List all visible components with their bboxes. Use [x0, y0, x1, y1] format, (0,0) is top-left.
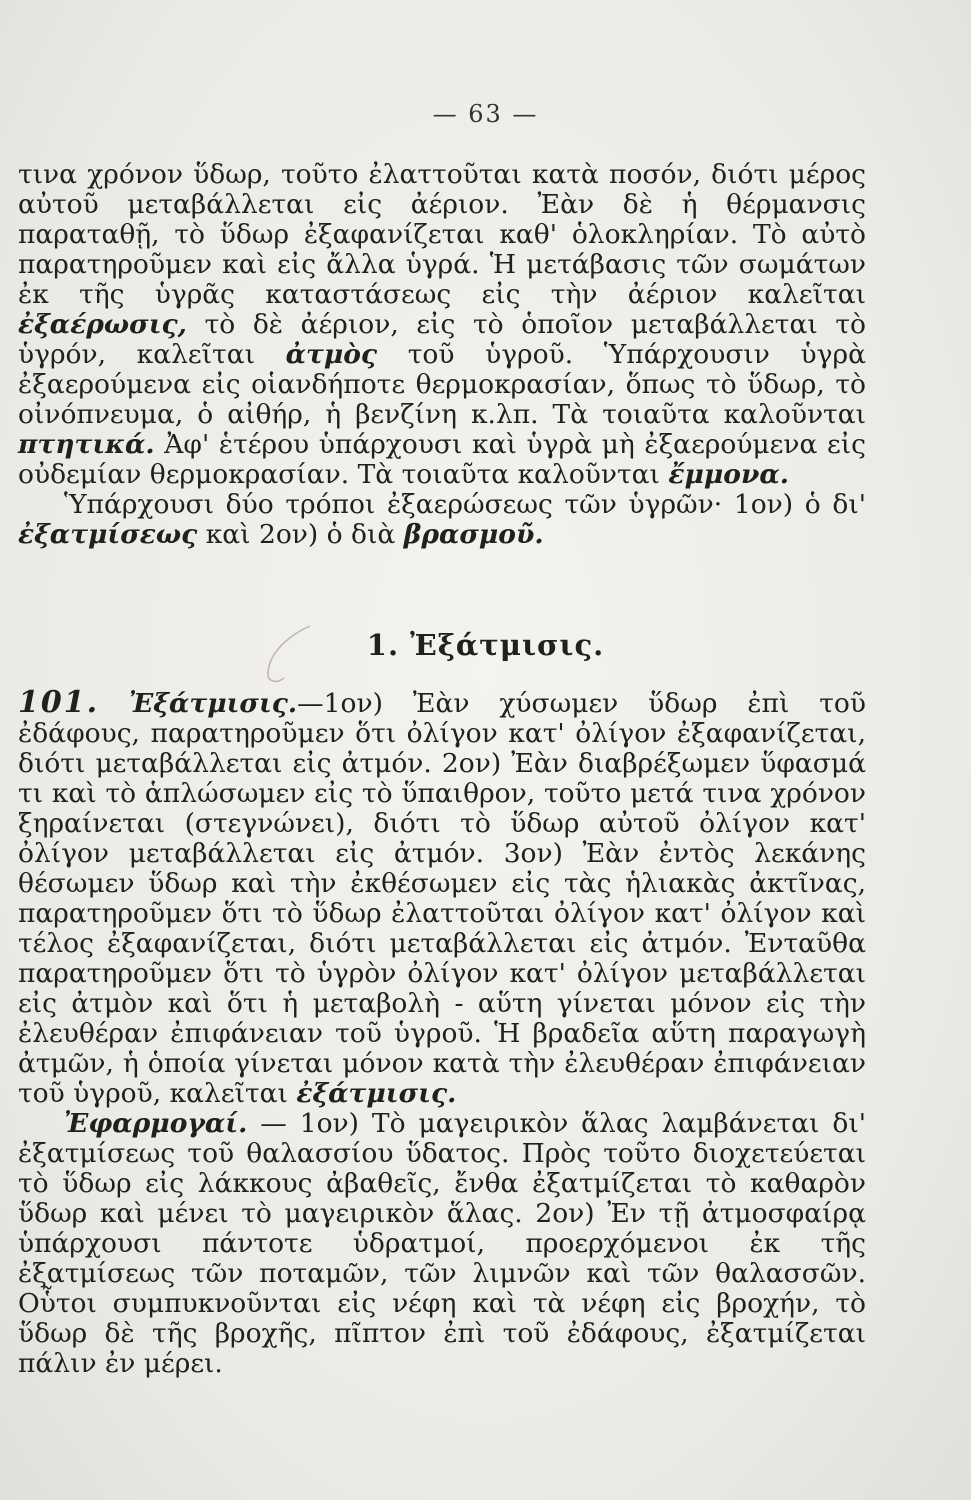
section-text [18, 685, 866, 1379]
section-number: 101. [18, 685, 100, 720]
applications-label: Ἐφαρμογαί. [64, 1108, 248, 1139]
section-heading: 1. Ἐξάτμισις. [366, 628, 605, 662]
term-atmos: ἀτμὸς [285, 339, 378, 370]
intro-text-run: τοῦ ὑγροῦ. Ὑπάρχουσιν ὑγρὰ ἐξαερούμενα εἰς οἱανδήποτε θερμοκρασίαν, ὅπως τὸ ὕδωρ, τὸ οἰνόπνευμα, ὁ αἰθήρ, ἡ βενζίνη κ.λπ. Τὰ τοιαῦτα καλοῦνται [18, 339, 866, 430]
intro-paragraph-2 [18, 490, 866, 550]
intro-text [18, 160, 866, 550]
term-exatmiseos: ἐξατμίσεως [18, 519, 198, 550]
intro-text-run: τὸ δὲ ἀέριον, εἰς τὸ ὁποῖον μεταβάλλεται τὸ ὑγρόν, καλεῖται [18, 309, 866, 370]
intro-text-run: Ἀφ' ἑτέρου ὑπάρχουσι καὶ ὑγρὰ μὴ ἐξαερούμενα εἰς οὐδεμίαν θερμοκρασίαν. Τὰ τοιαῦτα καλοῦνται [18, 429, 866, 490]
page-number: — 63 — [432, 100, 539, 128]
intro-text-run: καὶ 2ον) ὁ διὰ [205, 519, 396, 550]
intro-text-run: Ὑπάρχουσι δύο τρόποι ἐξαερώσεως τῶν ὑγρῶν· 1ον) ὁ δι' [64, 489, 866, 520]
term-emmona: ἔμμονα. [668, 459, 789, 490]
applications-text: — 1ον) Τὸ μαγειρικὸν ἅλας λαμβάνεται δι' ἐξατμίσεως τοῦ θαλασσίου ὕδατος. Πρὸς τοῦτο διοχετεύεται τὸ ὕδωρ εἰς λάκκους ἀβαθεῖς, ἔνθα ἐξατμίζεται τὸ καθαρὸν ὕδωρ καὶ μένει τὸ μαγειρικὸν ἅλας. 2ον) Ἐν τῇ ἀτμοσφαίρᾳ ὑπάρχουσι πάντοτε ὑδρατμοί, προερχόμενοι ἐκ τῆς ἐξατμίσεως τῶν ποταμῶν, τῶν λιμνῶν καὶ τῶν θαλασσῶν. Οὗτοι συμπυκνοῦνται εἰς νέφη καὶ τὰ νέφη εἰς βροχήν, τὸ ὕδωρ δὲ τῆς βροχῆς, πῖπτον ἐπὶ τοῦ ἐδάφους, ἐξατμίζεται πάλιν ἐν μέρει. [18, 1108, 866, 1379]
term-vrasmou: βρασμοῦ. [403, 519, 544, 550]
section-text-run: —1ον) Ἐὰν χύσωμεν ὕδωρ ἐπὶ τοῦ ἐδάφους, παρατηροῦμεν ὅτι ὀλίγον κατ' ὀλίγον ἐξαφανίζεται, διότι μεταβάλλεται εἰς ἀτμόν. 2ον) Ἐὰν διαβρέξωμεν ὕφασμά τι καὶ τὸ ἁπλώσωμεν εἰς τὸ ὕπαιθρον, τοῦτο μετά τινα χρόνον ξηραίνεται (στεγνώνει), διότι τὸ ὕδωρ αὐτοῦ ὀλίγον κατ' ὀλίγον μεταβάλλεται εἰς ἀτμόν. 3ον) Ἐὰν ἐντὸς λεκάνης θέσωμεν ὕδωρ καὶ τὴν ἐκθέσωμεν εἰς τὰς ἡλιακὰς ἀκτῖνας, παρατηροῦμεν ὅτι τὸ ὕδωρ ἐλαττοῦται ὀλίγον κατ' ὀλίγον καὶ τέλος ἐξαφανίζεται, διότι μεταβάλλεται εἰς ἀτμόν. Ἐνταῦθα παρατηροῦμεν ὅτι τὸ ὑγρὸν ὀλίγον κατ' ὀλίγον μεταβάλλεται εἰς ἀτμὸν καὶ ὅτι ἡ μεταβολὴ - αὕτη γίνεται μόνον εἰς τὴν ἐλευθέραν ἐπιφάνειαν τοῦ ὑγροῦ. Ἡ βραδεῖα αὕτη παραγωγὴ ἀτμῶν, ἡ ὁποία γίνεται μόνον κατὰ τὴν ἐλευθέραν ἐπιφάνειαν τοῦ ὑγροῦ, καλεῖται [18, 688, 866, 1109]
intro-text-run: τινα χρόνον ὕδωρ, τοῦτο ἐλαττοῦται κατὰ ποσόν, διότι μέρος αὐτοῦ μεταβάλλεται εἰς ἀέριον. Ἐὰν δὲ ἡ θέρμανσις παραταθῇ, τὸ ὕδωρ ἐξαφανίζεται καθ' ὁλοκληρίαν. Τὸ αὐτὸ παρατηροῦμεν καὶ εἰς ἄλλα ὑγρά. Ἡ μετάβασις τῶν σωμάτων ἐκ τῆς ὑγρᾶς καταστάσεως εἰς τὴν ἀέριον καλεῖται [18, 159, 866, 310]
term-exaerosis: ἐξαέρωσις, [18, 309, 187, 340]
section-paragraph-1 [18, 685, 866, 1109]
term-exatmisis: ἐξάτμισις. [296, 1078, 457, 1109]
section-title: Ἐξάτμισις. [128, 688, 298, 719]
applications-paragraph [18, 1109, 866, 1379]
intro-paragraph-1 [18, 160, 866, 490]
term-ptetika: πτητικά. [18, 429, 155, 460]
